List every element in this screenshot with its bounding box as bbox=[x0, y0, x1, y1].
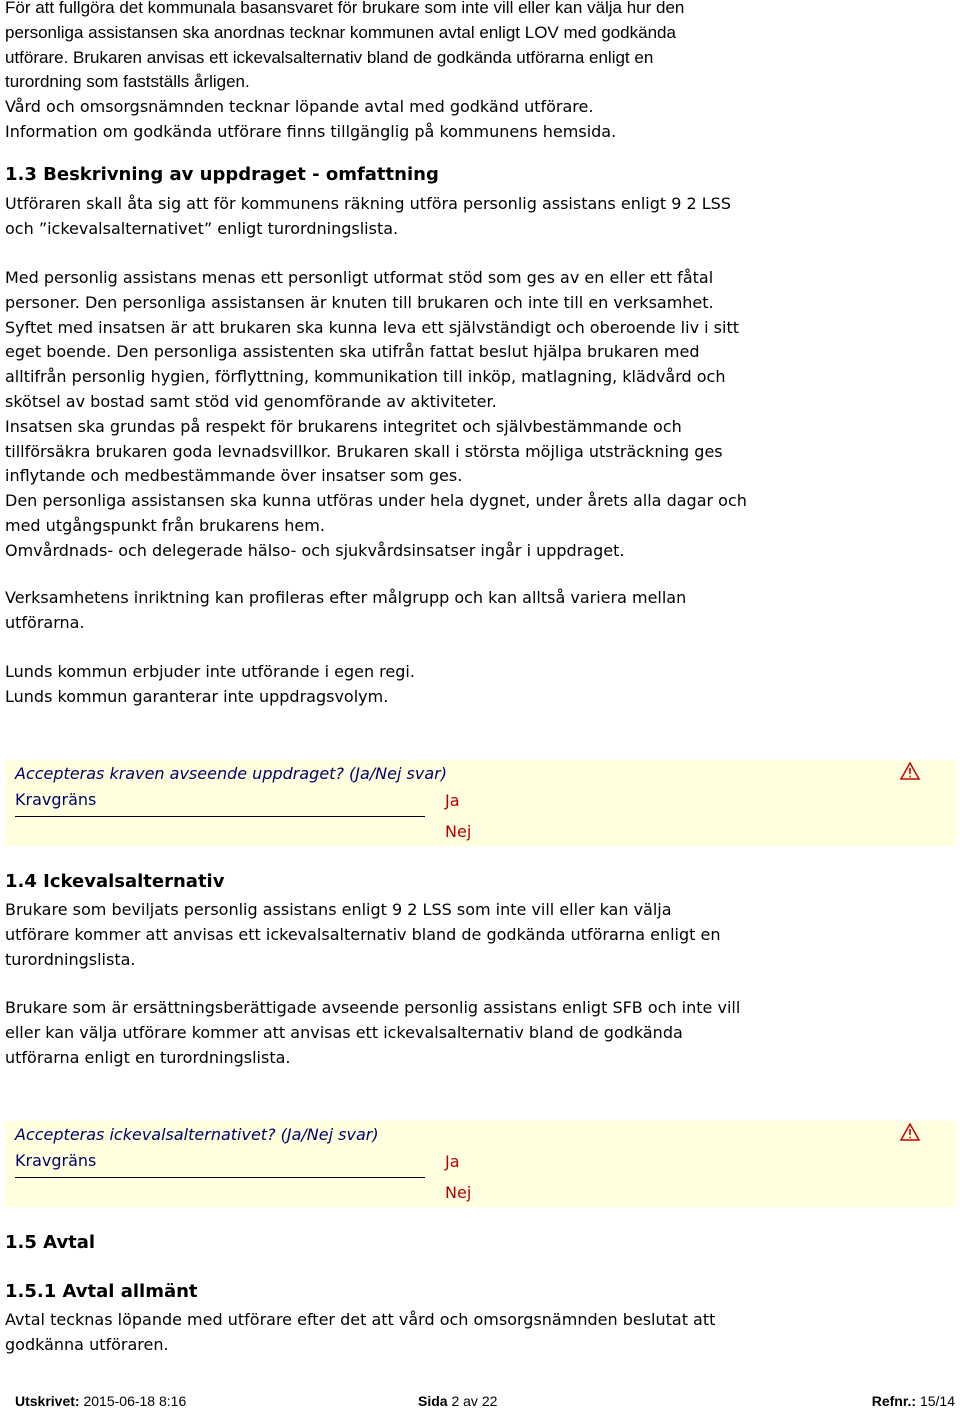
text-line: utförarna. bbox=[5, 612, 85, 632]
text-line: utförare kommer att anvisas ett ickevalsalternativ bland de godkända utförarna enligt en bbox=[5, 924, 721, 944]
text-line: Verksamhetens inriktning kan profileras efter målgrupp och kan alltså variera mellan bbox=[5, 588, 687, 607]
page-label: Sida bbox=[418, 1393, 448, 1409]
text-line: eget boende. Den personliga assistenten ska utifrån fattat beslut hjälpa brukaren med bbox=[5, 342, 700, 362]
text-line: Den personliga assistansen ska kunna utföras under hela dygnet, under årets alla dagar och bbox=[5, 491, 747, 511]
section-heading: 1.3 Beskrivning av uppdraget - omfattning bbox=[5, 164, 439, 185]
text-line: tillförsäkra brukaren goda levnadsvillkor. Brukaren skall i största möjliga utsträckning ges bbox=[5, 441, 723, 461]
text-line: skötsel av bostad samt stöd vid genomförande av aktiviteter. bbox=[5, 391, 497, 411]
paragraph bbox=[5, 996, 955, 1070]
intro-line: utförare. Brukaren anvisas ett ickevalsalternativ bland de godkända utförarna enligt en bbox=[5, 47, 654, 67]
answer-option-no[interactable]: Nej bbox=[445, 1183, 472, 1202]
page-number bbox=[418, 1393, 497, 1409]
text-line: inflytande och medbestämmande över insatser som ges. bbox=[5, 466, 463, 486]
question-text: Accepteras kraven avseende uppdraget? (Ja/Nej svar) bbox=[15, 764, 447, 783]
warning-icon bbox=[900, 1123, 920, 1141]
intro-line: För att fullgöra det kommunala basansvaret för brukare som inte vill eller kan välja hur den bbox=[5, 0, 685, 17]
intro-paragraph bbox=[5, 0, 955, 145]
paragraph bbox=[5, 1308, 955, 1358]
text-line: Lunds kommun erbjuder inte utförande i egen regi. bbox=[5, 662, 415, 681]
requirement-question-box bbox=[5, 1121, 956, 1207]
text-line: Lunds kommun garanterar inte uppdragsvolym. bbox=[5, 686, 389, 706]
intro-line: personliga assistansen ska anordnas tecknar kommunen avtal enligt LOV med godkända bbox=[5, 22, 676, 42]
paragraph bbox=[5, 266, 955, 564]
text-line: eller kan välja utförare kommer att anvisas ett ickevalsalternativ bland de godkända bbox=[5, 1022, 683, 1042]
text-line: Brukare som är ersättningsberättigade avseende personlig assistans enligt SFB och inte vill bbox=[5, 998, 741, 1017]
paragraph bbox=[5, 898, 955, 972]
text-line: personer. Den personliga assistansen är knuten till brukaren och inte till en verksamhet. bbox=[5, 292, 714, 312]
requirement-question-box bbox=[5, 760, 956, 846]
answer-option-no[interactable]: Nej bbox=[445, 822, 472, 841]
kravgrans-label: Kravgräns bbox=[15, 790, 97, 809]
intro-line: Information om godkända utförare finns tillgänglig på kommunens hemsida. bbox=[5, 121, 617, 141]
answer-option-yes[interactable]: Ja bbox=[445, 791, 460, 810]
intro-line: turordning som fastställs årligen. bbox=[5, 72, 250, 92]
section-heading: 1.5 Avtal bbox=[5, 1232, 96, 1253]
printed-date bbox=[15, 1393, 186, 1409]
text-line: Omvårdnads- och delegerade hälso- och sjukvårdsinsatser ingår i uppdraget. bbox=[5, 540, 625, 560]
section-heading: 1.4 Ickevalsalternativ bbox=[5, 871, 225, 892]
ref-value: 15/14 bbox=[919, 1393, 955, 1409]
ref-label: Refnr.: bbox=[871, 1393, 917, 1409]
paragraph bbox=[5, 586, 955, 636]
text-line: Med personlig assistans menas ett personligt utformat stöd som ges av en eller ett fåtal bbox=[5, 268, 714, 287]
text-line: Avtal tecknas löpande med utförare efter det att vård och omsorgsnämnden beslutat att bbox=[5, 1310, 716, 1329]
text-line: Insatsen ska grundas på respekt för brukarens integritet och självbestämmande och bbox=[5, 416, 682, 436]
text-line: Utföraren skall åta sig att för kommunens räkning utföra personlig assistans enligt 9 2 LSS bbox=[5, 194, 731, 213]
paragraph bbox=[5, 660, 955, 710]
text-line: godkänna utföraren. bbox=[5, 1334, 169, 1354]
kravgrans-label: Kravgräns bbox=[15, 1151, 97, 1170]
text-line: turordningslista. bbox=[5, 949, 136, 969]
paragraph bbox=[5, 192, 955, 242]
text-line: och ”ickevalsalternativet” enligt turordningslista. bbox=[5, 218, 399, 238]
answer-option-yes[interactable]: Ja bbox=[445, 1152, 460, 1171]
printed-label: Utskrivet: bbox=[15, 1393, 80, 1409]
text-line: Brukare som beviljats personlig assistans enligt 9 2 LSS som inte vill eller kan välja bbox=[5, 900, 672, 919]
warning-icon bbox=[900, 762, 920, 780]
subsection-heading: 1.5.1 Avtal allmänt bbox=[5, 1281, 198, 1302]
intro-line: Vård och omsorgsnämnden tecknar löpande avtal med godkänd utförare. bbox=[5, 97, 594, 117]
kravgrans-underline bbox=[15, 816, 425, 817]
printed-value: 2015-06-18 8:16 bbox=[83, 1393, 187, 1409]
page-value: 2 av 22 bbox=[451, 1393, 498, 1409]
text-line: med utgångspunkt från brukarens hem. bbox=[5, 515, 325, 535]
text-line: alltifrån personlig hygien, förflyttning, kommunikation till inköp, matlagning, klädvård och bbox=[5, 367, 726, 387]
kravgrans-underline bbox=[15, 1177, 425, 1178]
reference-number bbox=[872, 1393, 955, 1409]
text-line: utförarna enligt en turordningslista. bbox=[5, 1047, 291, 1067]
question-text: Accepteras ickevalsalternativet? (Ja/Nej svar) bbox=[15, 1125, 379, 1144]
text-line: Syftet med insatsen är att brukaren ska kunna leva ett självständigt och oberoende liv i sitt bbox=[5, 317, 739, 337]
